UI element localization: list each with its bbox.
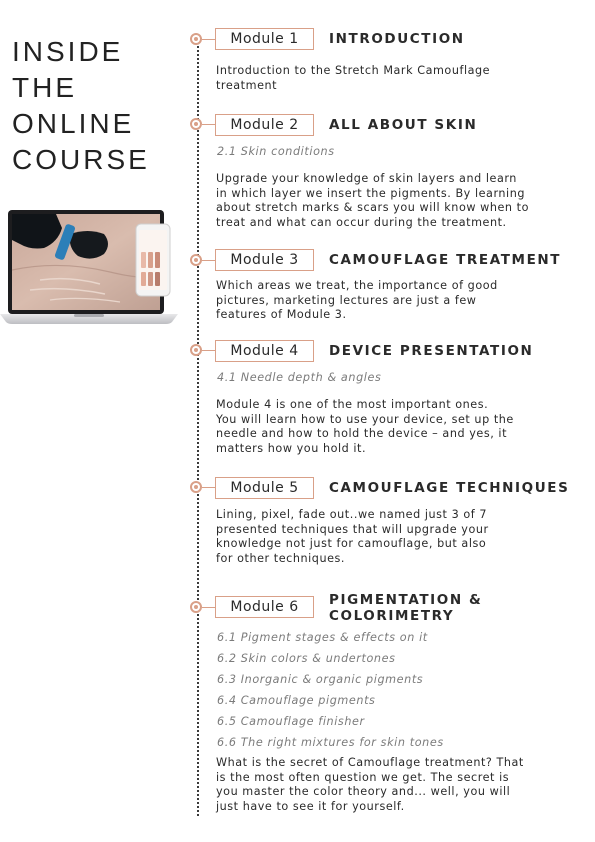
module-1-label: Module 1 (215, 28, 314, 50)
title-line: INSIDE (12, 36, 124, 67)
description-line: is the most often question we get. The secret is (216, 770, 510, 784)
module-4-subtopic: 4.1 Needle depth & angles (217, 371, 382, 384)
timeline-node (190, 344, 202, 356)
description-line: features of Module 3. (216, 308, 347, 321)
module-5-title: CAMOUFLAGE TECHNIQUES (329, 480, 570, 496)
pigment-bottle (148, 272, 153, 286)
module-2-description (216, 172, 576, 230)
description-line: in which layer we insert the pigments. By learning (216, 186, 525, 200)
description-line: presented techniques that will upgrade your (216, 522, 489, 536)
title-line: ONLINE (12, 108, 135, 139)
description-line: pictures, marketing lectures are just a few (216, 293, 477, 307)
description-line: Module 4 is one of the most important ones. (216, 398, 489, 411)
module-6-description (216, 756, 576, 814)
description-line: Upgrade your knowledge of skin layers and learn (216, 172, 517, 185)
module-3-title: CAMOUFLAGE TREATMENT (329, 252, 562, 268)
title-line: PIGMENTATION & (329, 592, 483, 608)
module-3-label: Module 3 (215, 249, 314, 271)
description-line: just have to see it for yourself. (216, 799, 405, 813)
description-line: treat and what can occur during the treatment. (216, 215, 507, 229)
module-6-subtopic: 6.1 Pigment stages & effects on it (217, 631, 428, 644)
module-1-title: INTRODUCTION (329, 31, 465, 47)
page-title (12, 34, 182, 178)
module-6-subtopic: 6.3 Inorganic & organic pigments (217, 673, 424, 686)
timeline-line (197, 34, 199, 816)
module-5-description (216, 508, 576, 566)
description-line: Introduction to the Stretch Mark Camouflage (216, 64, 491, 77)
title-line: THE (12, 72, 77, 103)
module-2-title: ALL ABOUT SKIN (329, 117, 478, 133)
module-4-description (216, 398, 576, 456)
module-6-subtopic: 6.4 Camouflage pigments (217, 694, 376, 707)
description-line: about stretch marks & scars you will know when to (216, 201, 530, 214)
timeline-node (190, 601, 202, 613)
timeline-node (190, 254, 202, 266)
module-6-label: Module 6 (215, 596, 314, 618)
description-line: What is the secret of Camouflage treatment? That (216, 756, 524, 769)
pigment-bottle (141, 272, 146, 286)
pigment-bottle (155, 252, 160, 268)
title-line: COURSE (12, 144, 150, 175)
description-line: for other techniques. (216, 551, 346, 565)
description-line: Lining, pixel, fade out..we named just 3 of 7 (216, 508, 488, 521)
timeline-connector (202, 487, 215, 488)
module-2-subtopic: 2.1 Skin conditions (217, 145, 335, 158)
pigment-bottle (148, 252, 153, 268)
laptop-notch (74, 314, 104, 317)
timeline-connector (202, 124, 215, 125)
description-line: you master the color theory and... well, you will (216, 785, 511, 798)
module-4-title: DEVICE PRESENTATION (329, 343, 534, 359)
timeline-connector (202, 260, 215, 261)
module-3-description (216, 279, 576, 323)
pigment-bottle (155, 272, 160, 286)
module-6-subtopic: 6.6 The right mixtures for skin tones (217, 736, 444, 749)
module-6-title (329, 592, 482, 624)
description-line: treatment (216, 78, 278, 92)
description-line: matters how you hold it. (216, 441, 367, 455)
timeline-node (190, 481, 202, 493)
timeline-node (190, 33, 202, 45)
module-1-description (216, 64, 576, 93)
timeline-node (190, 118, 202, 130)
description-line: knowledge not just for camouflage, but also (216, 537, 487, 550)
module-6-subtopic: 6.5 Camouflage finisher (217, 715, 365, 728)
module-4-label: Module 4 (215, 340, 314, 362)
description-line: needle and how to hold the device – and yes, it (216, 427, 508, 440)
pigment-bottle (141, 252, 146, 268)
timeline-connector (202, 39, 215, 40)
timeline-connector (202, 350, 215, 351)
timeline-connector (202, 607, 215, 608)
title-line: COLORIMETRY (329, 608, 455, 624)
module-5-label: Module 5 (215, 477, 314, 499)
description-line: Which areas we treat, the importance of good (216, 279, 498, 292)
module-2-label: Module 2 (215, 114, 314, 136)
laptop-course-image (0, 210, 178, 328)
description-line: You will learn how to use your device, set up the (216, 412, 514, 426)
module-6-subtopic: 6.2 Skin colors & undertones (217, 652, 396, 665)
